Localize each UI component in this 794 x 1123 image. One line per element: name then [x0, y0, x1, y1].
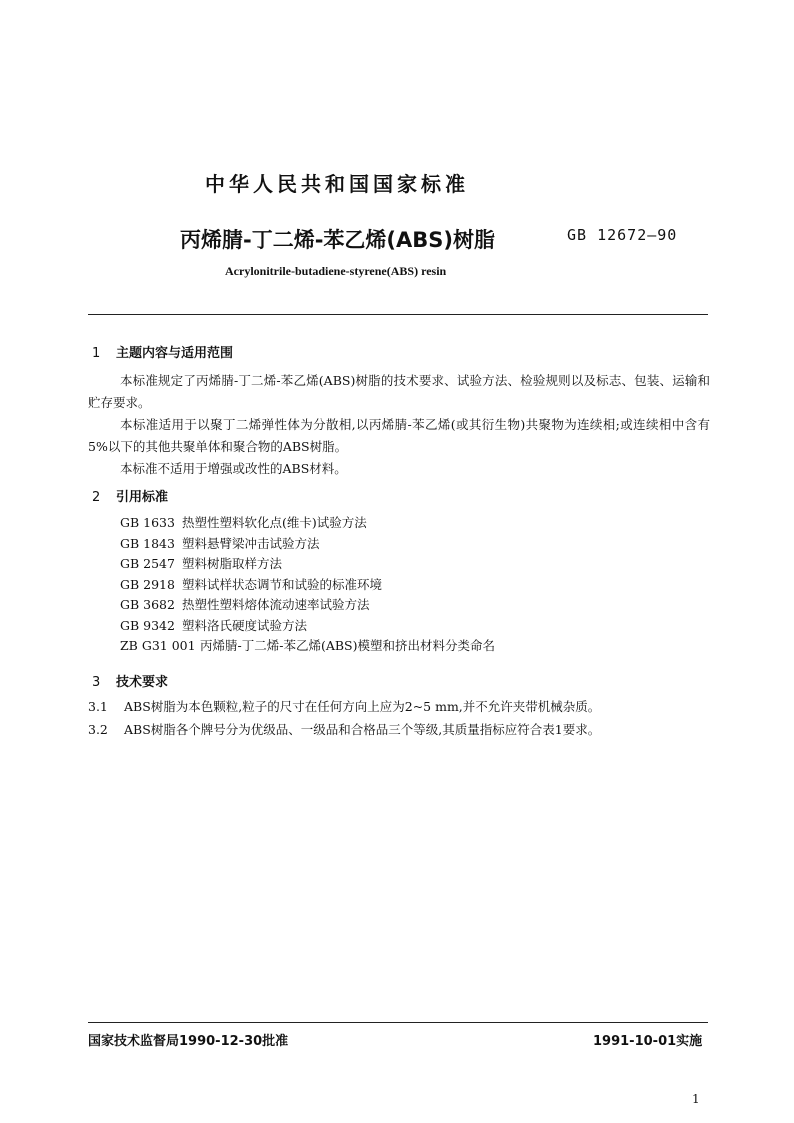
section-3-heading: [92, 671, 168, 690]
national-standard-title: 中华人民共和国国家标准: [205, 172, 469, 196]
list-item: [120, 534, 495, 555]
list-item: [120, 636, 495, 657]
paragraph: 本标准不适用于增强或改性的ABS材料。: [120, 461, 347, 476]
section-number: 1: [92, 346, 101, 361]
list-item: [120, 513, 495, 534]
ref-title: 热塑性塑料软化点(维卡)试验方法: [182, 515, 367, 530]
section-1-body: [88, 370, 710, 480]
ref-title: 热塑性塑料熔体流动速率试验方法: [182, 597, 370, 612]
section-number: 2: [92, 490, 101, 505]
section-number: 3: [92, 675, 101, 690]
document-title: 丙烯腈-丁二烯-苯乙烯(ABS)树脂: [180, 228, 496, 252]
approval-line: 国家技术监督局1990-12-30批准: [88, 1034, 289, 1049]
clause-number: 3.2: [88, 722, 108, 737]
clause-text: ABS树脂各个牌号分为优级品、一级品和合格品三个等级,其质量指标应符合表1要求。: [124, 722, 601, 737]
ref-title: 塑料洛氏硬度试验方法: [182, 617, 308, 633]
paragraph: 本标准适用于以聚丁二烯弹性体为分散相,以丙烯腈-苯乙烯(或其衍生物)共聚物为连续相;或连续相中含有5%以下的其他共聚单体和聚合物的ABS树脂。: [88, 417, 710, 454]
section-2-heading: [92, 486, 168, 505]
ref-title: 塑料树脂取样方法: [182, 556, 283, 571]
ref-title: 丙烯腈-丁二烯-苯乙烯(ABS)模塑和挤出材料分类命名: [200, 638, 495, 653]
list-item: [120, 616, 495, 637]
standard-code: GB 12672—90: [567, 226, 678, 244]
ref-title: 塑料试样状态调节和试验的标准环境: [182, 576, 383, 592]
clause-number: 3.1: [88, 699, 108, 714]
ref-title: 塑料悬臂梁冲击试验方法: [182, 535, 320, 551]
ref-code: GB 3682: [120, 597, 175, 612]
implementation-date: 1991-10-01实施: [593, 1034, 703, 1049]
list-item: [120, 575, 495, 596]
section-title: 技术要求: [116, 675, 169, 690]
section-title: 引用标准: [116, 490, 169, 505]
list-item: [120, 554, 495, 575]
referenced-standards-list: [120, 513, 495, 657]
page-number: 1: [692, 1092, 700, 1106]
footer-divider: [88, 1022, 708, 1023]
clause-3-2: [88, 720, 600, 738]
ref-code: GB 9342: [120, 617, 175, 633]
list-item: [120, 595, 495, 616]
ref-code: ZB G31 001: [120, 638, 196, 653]
section-1-heading: [92, 342, 233, 361]
english-title: Acrylonitrile-butadiene-styrene(ABS) resin: [225, 264, 447, 278]
ref-code: GB 1843: [120, 535, 175, 551]
ref-code: GB 2918: [120, 576, 175, 592]
clause-text: ABS树脂为本色颗粒,粒子的尺寸在任何方向上应为2~5 mm,并不允许夹带机械杂质。: [124, 699, 601, 714]
clause-3-1: [88, 697, 600, 715]
header-divider: [88, 314, 708, 315]
paragraph: 本标准规定了丙烯腈-丁二烯-苯乙烯(ABS)树脂的技术要求、试验方法、检验规则以及标志、包装、运输和贮存要求。: [88, 373, 710, 410]
section-title: 主题内容与适用范围: [116, 346, 234, 361]
ref-code: GB 2547: [120, 556, 175, 571]
ref-code: GB 1633: [120, 515, 175, 530]
